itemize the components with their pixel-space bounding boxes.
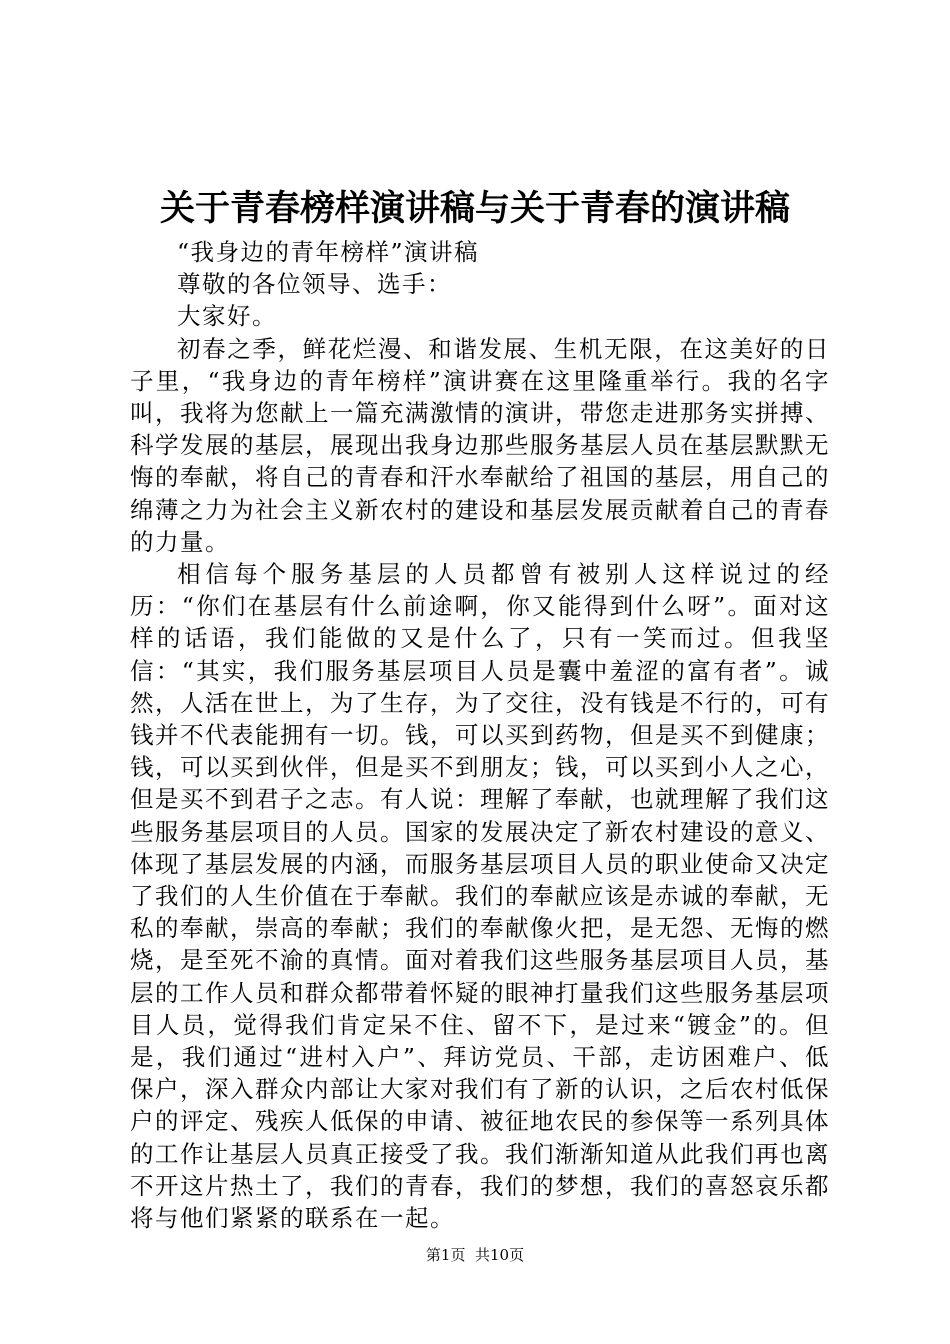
paragraph-intro: 初春之季，鲜花烂漫、和谐发展、生机无限，在这美好的日子里，“我身边的青年榜样”演讲赛在这里隆重举行。我的名字叫，我将为您献上一篇充满激情的演讲，带您走进那务实拼搏、科学发展的基层，展现出我身边那些服务基层人员在基层默默无悔的奉献，将自己的青春和汗水奉献给了祖国的基层，用自己的绵薄之力为社会主义新农村的建设和基层发展贡献着自己的青春的力量。 <box>130 334 830 556</box>
page-total: 共10页 <box>475 1246 525 1264</box>
paragraph-salutation: 尊敬的各位领导、选手： <box>177 270 452 299</box>
paragraph-main: 相信每个服务基层的人员都曾有被别人这样说过的经历：“你们在基层有什么前途啊，你又能得到什么呀”。面对这样的话语，我们能做的又是什么了，只有一笑而过。但我坚信：“其实，我们服务基层项目人员是囊中羞涩的富有者”。诚然，人活在世上，为了生存，为了交往，没有钱是不行的，可有钱并不代表能拥有一切。钱，可以买到药物，但是买不到健康；钱，可以买到伙伴，但是买不到朋友；钱，可以买到小人之心，但是买不到君子之志。有人说：理解了奉献，也就理解了我们这些服务基层项目的人员。国家的发展决定了新农村建设的意义、体现了基层发展的内涵，而服务基层项目人员的职业使命又决定了我们的人生价值在于奉献。我们的奉献应该是赤诚的奉献，无私的奉献，崇高的奉献；我们的奉献像火把，是无怨、无悔的燃烧，是至死不渝的真情。面对着我们这些服务基层项目人员，基层的工作人员和群众都带着怀疑的眼神打量我们这些服务基层项目人员，觉得我们肯定呆不住、留不下，是过来“镀金”的。但是，我们通过“进村入户”、拜访党员、干部，走访困难户、低保户，深入群众内部让大家对我们有了新的认识，之后农村低保户的评定、残疾人低保的申请、被征地农民的参保等一系列具体的工作让基层人员真正接受了我。我们渐渐知道从此我们再也离不开这片热土了，我们的青春，我们的梦想，我们的喜怒哀乐都将与他们紧紧的联系在一起。 <box>130 560 830 1233</box>
paragraph-greeting: 大家好。 <box>177 302 277 331</box>
document-body <box>130 236 830 1234</box>
page-number: 第1页 <box>425 1246 466 1264</box>
page-footer <box>0 1245 950 1265</box>
paragraph-speech-heading: “我身边的青年榜样”演讲稿 <box>177 238 480 266</box>
document-title: 关于青春榜样演讲稿与关于青春的演讲稿 <box>159 188 790 229</box>
